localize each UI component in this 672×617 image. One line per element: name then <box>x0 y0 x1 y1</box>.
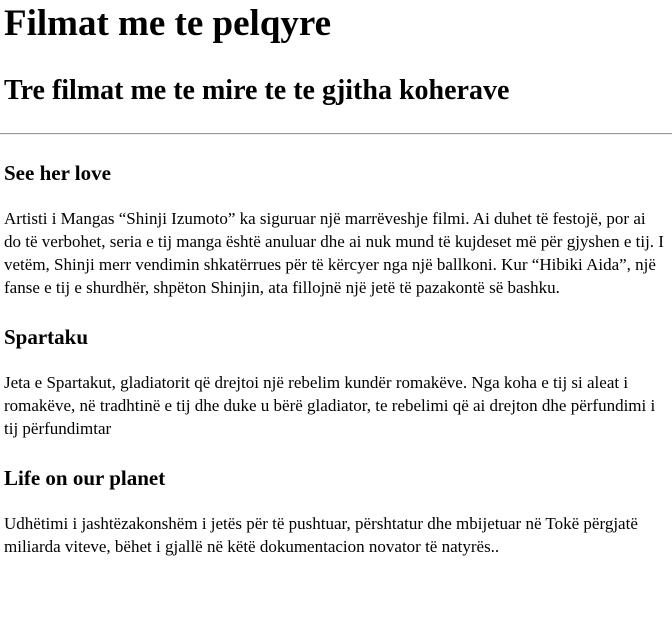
movie-section <box>4 466 672 558</box>
movie-section <box>4 325 672 440</box>
movie-description: Artisti i Mangas “Shinji Izumoto” ka siguruar një marrëveshje filmi. Ai duhet të festojë, por ai do të verbohet, seria e tij manga është anuluar dhe ai nuk mund të kujdeset më për gjyshen e tij. I vetëm, Shinji merr vendimin shkatërrues për të kërcyer nga një ballkoni. Kur “Hibiki Aida”, një fanse e tij e shurdhër, shpëton Shinjin, ata fillojnë një jetë të pazakontë së bashku. <box>4 209 664 297</box>
page-title: Filmat me te pelqyre <box>4 3 332 44</box>
page-content <box>4 0 672 558</box>
movie-title: Life on our planet <box>4 466 166 490</box>
movie-section <box>4 161 672 299</box>
divider <box>0 133 672 135</box>
page-subtitle: Tre filmat me te mire te te gjitha koherave <box>4 75 510 106</box>
movie-title: See her love <box>4 161 111 185</box>
movie-description: Udhëtimi i jashtëzakonshëm i jetës për të pushtuar, përshtatur dhe mbijetuar në Tokë përgjatë miliarda viteve, bëhet i gjallë në këtë dokumentacion novator të natyrës.. <box>4 514 638 556</box>
movie-description: Jeta e Spartakut, gladiatorit që drejtoi një rebelim kundër romakëve. Nga koha e tij si aleat i romakëve, në tradhtinë e tij dhe duke u bërë gladiator, te rebelimi që ai drejton dhe përfundimi i tij përfundimtar <box>4 373 656 438</box>
movie-title: Spartaku <box>4 325 89 349</box>
